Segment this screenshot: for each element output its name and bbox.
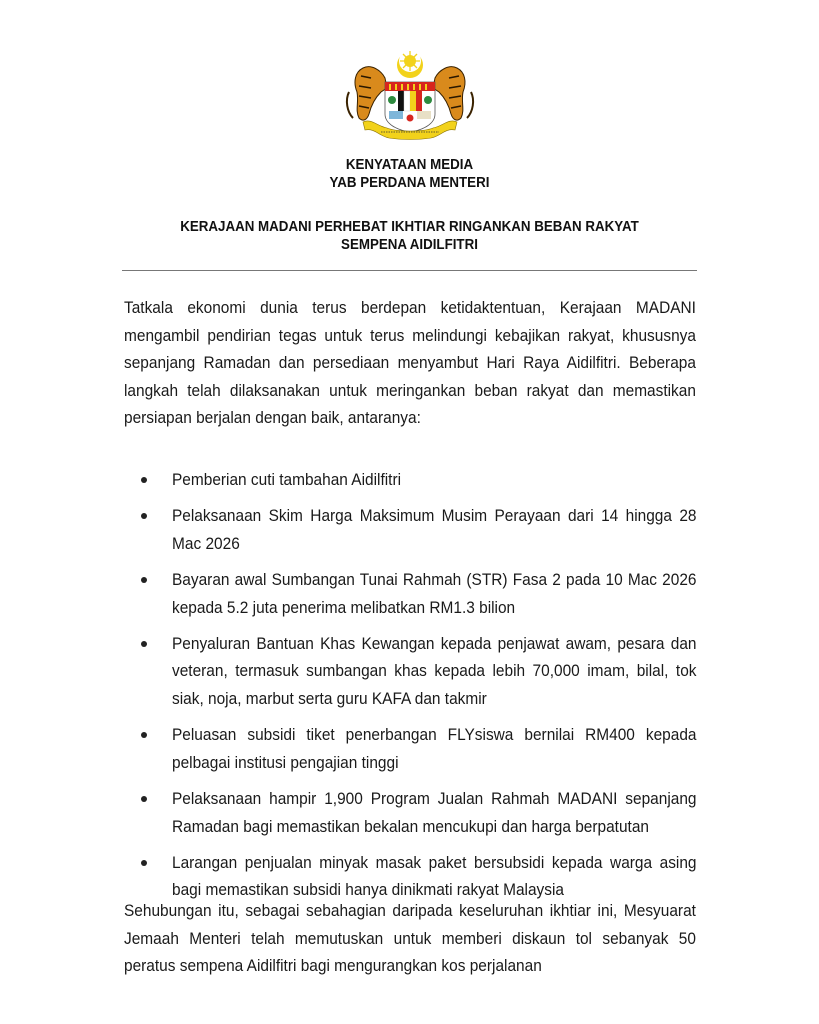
list-item-text: Penyaluran Bantuan Khas Kewangan kepada penjawat awam, pesara dan veteran, termasuk sumbangan khas kepada lebih 70,000 imam, bilal, tok siak, noja, marbut serta guru KAFA dan takmir [172, 633, 697, 708]
right-tiger-icon [433, 67, 473, 120]
intro-paragraph: Tatkala ekonomi dunia terus berdepan ketidaktentuan, Kerajaan MADANI mengambil pendirian tegas untuk terus melindungi kebajikan rakyat, khususnya sepanjang Ramadan dan persediaan menyambut Hari Raya Aidilfitri. Beberapa langkah telah dilaksanakan untuk meringankan beban rakyat dan memastikan persiapan berjalan dengan baik, antaranya: [124, 298, 696, 428]
header-kenyataan-media: KENYATAAN MEDIA [345, 157, 474, 173]
shield-icon [385, 82, 435, 132]
bullet-icon [141, 641, 147, 647]
closing-paragraph: Sehubungan itu, sebagai sebahagian daripada keseluruhan ikhtiar ini, Mesyuarat Jemaah Menteri telah memutuskan untuk memberi diskaun tol sebanyak 50 peratus sempena Aidilfitri bagi mengurangkan kos perjalanan [124, 901, 696, 976]
bullet-icon [141, 477, 147, 483]
list-item-text: Peluasan subsidi tiket penerbangan FLYsiswa bernilai RM400 kepada pelbagai institusi pengajian tinggi [172, 725, 697, 772]
title-line-2: SEMPENA AIDILFITRI [341, 237, 478, 253]
bullet-icon [141, 732, 147, 738]
list-item-text: Pemberian cuti tambahan Aidilfitri [172, 470, 402, 489]
list-item [130, 466, 696, 494]
horizontal-divider [122, 270, 697, 271]
list-item-text: Pelaksanaan Skim Harga Maksimum Musim Perayaan dari 14 hingga 28 Mac 2026 [172, 506, 697, 553]
bullet-icon [141, 577, 147, 583]
list-item-text: Larangan penjualan minyak masak paket bersubsidi kepada warga asing bagi memastikan subsidi hanya dinikmati rakyat Malaysia [172, 852, 697, 900]
left-tiger-icon [347, 67, 387, 120]
list-item [130, 502, 696, 557]
list-item [130, 849, 696, 904]
bullet-icon [141, 513, 147, 519]
measures-list [130, 466, 696, 912]
list-item [130, 785, 696, 840]
list-item [130, 566, 696, 621]
list-item-text: Bayaran awal Sumbangan Tunai Rahmah (STR) Fasa 2 pada 10 Mac 2026 kepada 5.2 juta penerima melibatkan RM1.3 bilion [172, 569, 697, 617]
list-item-text: Pelaksanaan hampir 1,900 Program Jualan Rahmah MADANI sepanjang Ramadan bagi memastikan bekalan mencukupi dan harga berpatutan [172, 788, 697, 836]
bullet-icon [141, 860, 147, 866]
crescent-star-icon [397, 50, 423, 78]
list-item [130, 630, 696, 713]
coat-of-arms-emblem [341, 48, 479, 144]
title-line-1: KERAJAAN MADANI PERHEBAT IKHTIAR RINGANKAN BEBAN RAKYAT [180, 219, 639, 235]
header-yab-perdana-menteri: YAB PERDANA MENTERI [329, 175, 490, 191]
bullet-icon [141, 796, 147, 802]
list-item [130, 721, 696, 776]
